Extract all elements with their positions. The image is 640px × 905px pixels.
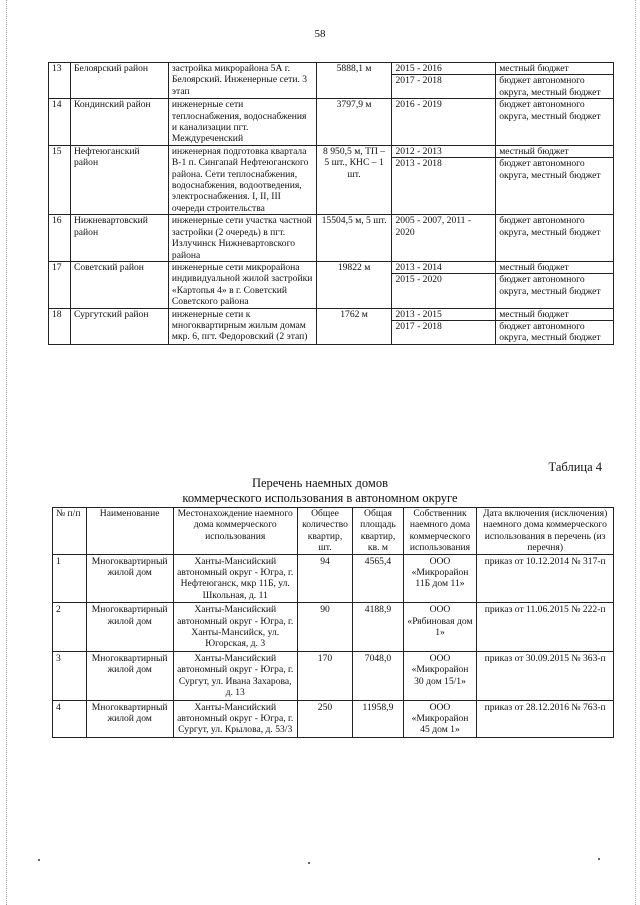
period: 2017 - 2018 [392, 320, 495, 332]
period-cell [392, 308, 496, 344]
funding-cell [496, 63, 614, 99]
row-number: 2 [53, 603, 87, 652]
district-name: Нефтеюганский район [70, 145, 168, 214]
house-location: Ханты-Мансийский автономный округ - Югра, г. Сургут, ул. Крылова, д. 53/3 [173, 700, 297, 737]
object-description: инженерная подготовка квартала В-1 п. Сингапай Нефтеюганского района. Сети теплоснабжения, водоснабжения, водоотведения, электроснабжения. I, II, III очереди строительства [168, 145, 316, 214]
object-size: 8 950,5 м, ТП – 5 шт., КНС – 1 шт. [316, 145, 392, 214]
table-row [49, 308, 614, 344]
programs-table [48, 62, 614, 345]
inclusion-order: приказ от 10.12.2014 № 317-п [477, 554, 614, 603]
funding-cell [496, 99, 614, 146]
object-size: 1762 м [316, 308, 392, 344]
flat-count: 90 [297, 603, 353, 652]
header-location: Местонахождение наемного дома коммерческого использования [173, 508, 297, 555]
period: 2005 - 2007, 2011 - 2020 [395, 215, 472, 238]
row-number: 18 [49, 308, 71, 344]
table-row [49, 99, 614, 146]
rental-houses-table [52, 507, 614, 738]
scan-speck [308, 862, 310, 864]
funding-cell [496, 261, 614, 308]
funding-source: бюджет автономного округа, местный бюджет [496, 320, 613, 344]
period: 2012 - 2013 [395, 145, 442, 157]
funding-source: бюджет автономного округа, местный бюджет [496, 74, 613, 98]
funding-source: местный бюджет [499, 261, 569, 273]
period-cell [392, 99, 496, 146]
house-name: Многоквартирный жилой дом [86, 651, 173, 700]
period-cell [392, 215, 496, 262]
total-area: 7048,0 [353, 651, 403, 700]
house-location: Ханты-Мансийский автономный округ - Югра, г. Ханты-Мансийск, ул. Югорская, д. 3 [173, 603, 297, 652]
period: 2016 - 2019 [395, 99, 442, 111]
funding-source: местный бюджет [499, 63, 569, 74]
period: 2015 - 2020 [392, 273, 495, 285]
scan-edge-right [635, 0, 637, 905]
total-area: 4565,4 [353, 554, 403, 603]
page-number: 58 [314, 28, 326, 40]
inclusion-order: приказ от 30.09.2015 № 363-п [477, 651, 614, 700]
house-owner: ООО «Микрорайон 30 дом 15/1» [403, 651, 477, 700]
period-cell [392, 63, 496, 99]
funding-cell [496, 215, 614, 262]
table-row [53, 603, 614, 652]
period: 2013 - 2014 [395, 261, 442, 273]
object-size: 15504,5 м, 5 шт. [316, 215, 392, 262]
district-name: Кондинский район [70, 99, 168, 146]
table-row [49, 145, 614, 214]
header-name: Наименование [86, 508, 173, 555]
house-owner: ООО «Рябиновая дом 1» [403, 603, 477, 652]
header-date: Дата включения (исключения) наемного дома коммерческого использования в перечень (из перечня) [477, 508, 614, 555]
table-row [49, 215, 614, 262]
house-name: Многоквартирный жилой дом [86, 554, 173, 603]
table-title-line2: коммерческого использования в автономном округе [182, 491, 458, 505]
house-location: Ханты-Мансийский автономный округ - Югра, г. Сургут, ул. Ивана Захарова, д. 13 [173, 651, 297, 700]
table-row [53, 554, 614, 603]
row-number: 1 [53, 554, 87, 603]
total-area: 11958,9 [353, 700, 403, 737]
object-size: 3797,9 м [316, 99, 392, 146]
funding-source: местный бюджет [499, 145, 569, 157]
period-cell [392, 261, 496, 308]
house-name: Многоквартирный жилой дом [86, 603, 173, 652]
object-description: инженерные сети к многоквартирным жилым домам мкр. 6, пгт. Федоровский (2 этап) [168, 308, 316, 344]
flat-count: 170 [297, 651, 353, 700]
table-label: Таблица 4 [548, 460, 602, 474]
house-owner: ООО «Микрорайон 45 дом 1» [403, 700, 477, 737]
house-owner: ООО «Микрорайон 11Б дом 11» [403, 554, 477, 603]
header-no: № п/п [53, 508, 87, 555]
table-title-line1: Перечень наемных домов [251, 476, 388, 490]
period: 2013 - 2018 [392, 157, 495, 169]
object-description: застройка микрорайона 5А г. Белоярский. Инженерные сети. 3 этап [168, 63, 316, 99]
object-description: инженерные сети теплоснабжения, водоснабжения и канализации пгт. Междуреченский [168, 99, 316, 146]
total-area: 4188,9 [353, 603, 403, 652]
funding-cell [496, 145, 614, 214]
table-row [49, 261, 614, 308]
header-flats: Общее количество квартир, шт. [297, 508, 353, 555]
table-header-row [53, 508, 614, 555]
district-name: Нижневартовский район [70, 215, 168, 262]
district-name: Белоярский район [70, 63, 168, 99]
funding-cell [496, 308, 614, 344]
header-area: Общая площадь квартир, кв. м [353, 508, 403, 555]
funding-source: местный бюджет [499, 308, 569, 320]
funding-source: бюджет автономного округа, местный бюджет [496, 273, 613, 297]
scan-speck [38, 859, 40, 861]
flat-count: 94 [297, 554, 353, 603]
object-size: 5888,1 м [316, 63, 392, 99]
row-number: 3 [53, 651, 87, 700]
flat-count: 250 [297, 700, 353, 737]
row-number: 16 [49, 215, 71, 262]
inclusion-order: приказ от 11.06.2015 № 222-п [477, 603, 614, 652]
object-description: инженерные сети микрорайона индивидуальной жилой застройки «Картопья 4» в г. Советский Советского района [168, 261, 316, 308]
period: 2015 - 2016 [395, 63, 442, 74]
row-number: 4 [53, 700, 87, 737]
table-title [0, 476, 640, 506]
row-number: 15 [49, 145, 71, 214]
row-number: 13 [49, 63, 71, 99]
row-number: 14 [49, 99, 71, 146]
district-name: Советский район [70, 261, 168, 308]
table-row [53, 700, 614, 737]
house-location: Ханты-Мансийский автономный округ - Югра, г. Нефтеюганск, мкр 11Б, ул. Школьная, д. 11 [173, 554, 297, 603]
table-row [53, 651, 614, 700]
house-name: Многоквартирный жилой дом [86, 700, 173, 737]
object-size: 19822 м [316, 261, 392, 308]
period: 2013 - 2015 [395, 308, 442, 320]
funding-source: бюджет автономного округа, местный бюджет [496, 157, 613, 181]
inclusion-order: приказ от 28.12.2016 № 763-п [477, 700, 614, 737]
period-cell [392, 145, 496, 214]
district-name: Сургутский район [70, 308, 168, 344]
table-row [49, 63, 614, 99]
scan-speck [598, 858, 600, 860]
row-number: 17 [49, 261, 71, 308]
scan-edge-left [6, 0, 8, 905]
funding-source: бюджет автономного округа, местный бюджет [499, 215, 601, 238]
period: 2017 - 2018 [392, 74, 495, 86]
header-owner: Собственник наемного дома коммерческого использования [403, 508, 477, 555]
object-description: инженерные сети участка частной застройки (2 очередь) в пгт. Излучинск Нижневартовского района [168, 215, 316, 262]
funding-source: бюджет автономного округа, местный бюджет [499, 99, 601, 122]
